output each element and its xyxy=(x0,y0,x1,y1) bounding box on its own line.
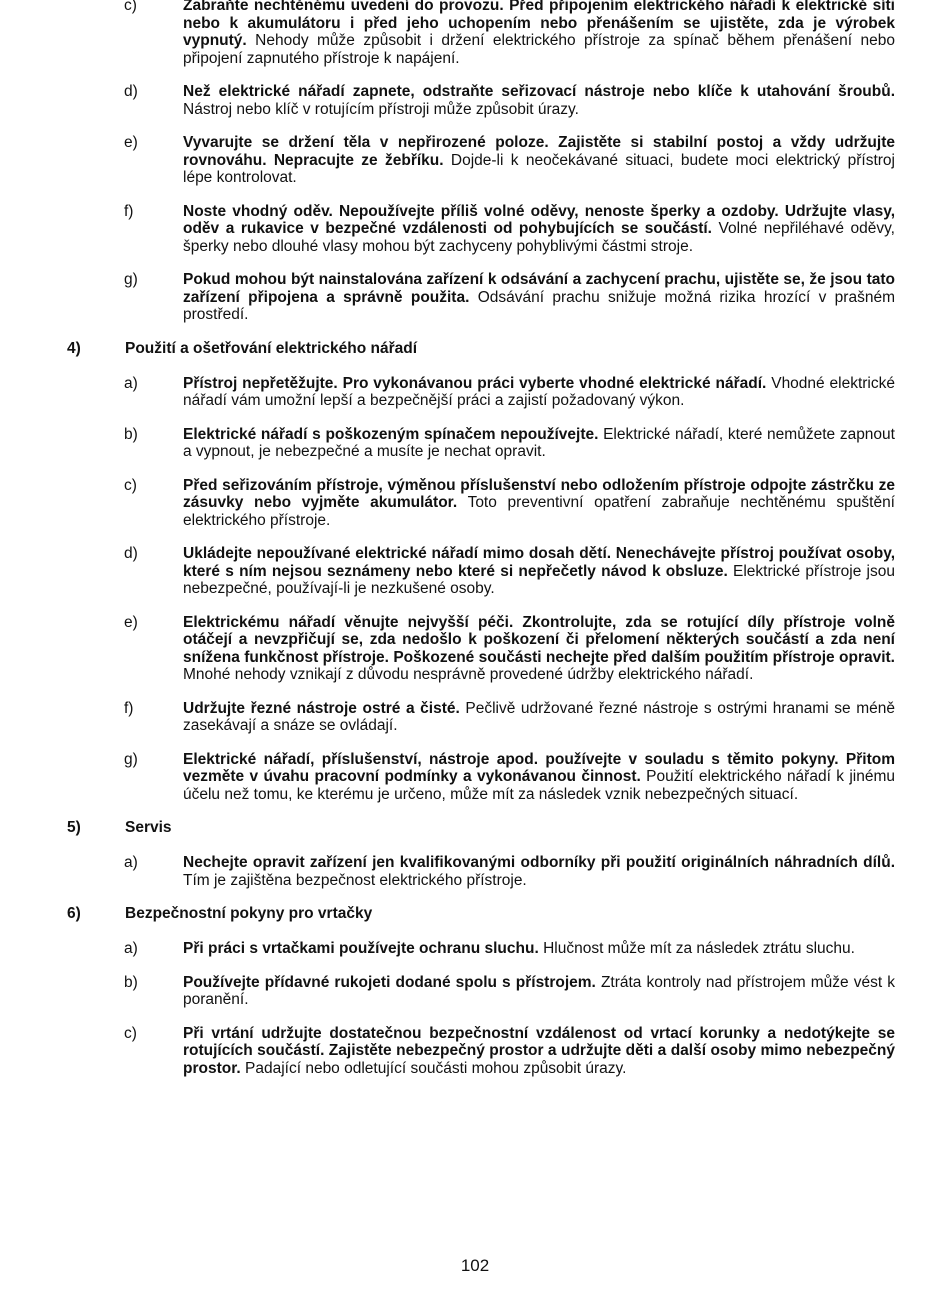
item-bold-text: Zabraňte nechtěnému uvedení do provozu. Před připojením elektrického nářadí k elektrické síti nebo k akumulátoru i před jeho uchopením nebo přenášením se ujistěte, zda je výrobek vypnutý. xyxy=(183,0,895,49)
item-label: d) xyxy=(124,545,138,562)
list-item xyxy=(0,940,950,958)
list-item xyxy=(0,0,950,67)
item-normal-text: Pečlivě udržované řezné nástroje s ostrými hranami se méně zasekávají a snáze se ovládají. xyxy=(183,699,896,734)
item-text xyxy=(183,940,895,958)
list-item xyxy=(0,1025,950,1078)
list-item xyxy=(0,203,950,256)
page-number: 102 xyxy=(460,1256,490,1275)
item-bold-text: Elektrickému nářadí věnujte nejvyšší péči. Zkontrolujte, zda se rotující díly přístroje volně otáčejí a nevzpřičují se, zda nedošlo k poškození či přelomení některých součástí a zda není snížena funkčnost přístroje. Poškozené součásti nechejte před dalším použitím přístroje opravit. xyxy=(183,613,895,666)
list-item xyxy=(0,854,950,889)
item-text xyxy=(183,974,895,1009)
item-normal-text: Toto preventivní opatření zabraňuje nechtěnému spuštění elektrického přístroje. xyxy=(183,494,895,529)
section-title: Použití a ošetřování elektrického nářadí xyxy=(125,339,418,357)
item-label: g) xyxy=(124,750,138,768)
item-normal-text: Elektrické nářadí, které nemůžete zapnout a vypnout, je nebezpečné a musíte je nechat opravit. xyxy=(183,425,895,460)
section-title: Bezpečnostní pokyny pro vrtačky xyxy=(125,905,373,922)
item-bold-text: Elektrické nářadí, příslušenství, nástroje apod. používejte v souladu s těmito pokyny. Přitom vezměte v úvahu pracovní podmínky a vykonávanou činnost. xyxy=(183,750,895,785)
item-text xyxy=(183,477,895,530)
item-text xyxy=(183,700,895,735)
list-item xyxy=(0,134,950,187)
item-label: a) xyxy=(124,854,138,871)
item-normal-text: Elektrické přístroje jsou nebezpečné, používají-li je nezkušené osoby. xyxy=(183,562,895,597)
item-label: a) xyxy=(124,374,138,392)
item-bold-text: Elektrické nářadí s poškozeným spínačem nepoužívejte. xyxy=(183,425,599,443)
item-label: c) xyxy=(124,1024,137,1042)
list-item xyxy=(0,83,950,118)
item-bold-text: Při vrtání udržujte dostatečnou bezpečnostní vzdálenost od vrtací korunky a nedotýkejte se rotujících součástí. Zajistěte nebezpečný prostor a udržujte děti a další osoby mimo nebezpečný prostor. xyxy=(183,1024,895,1077)
item-bold-text: Ukládejte nepoužívané elektrické nářadí mimo dosah dětí. Nenechávejte přístroj používat osoby, které s ním nejsou seznámeny nebo které si nepřečetly návod k obsluze. xyxy=(183,545,895,580)
item-label: c) xyxy=(124,0,137,14)
item-normal-text: Nástroj nebo klíč v rotujícím přístroji může způsobit úrazy. xyxy=(183,100,579,118)
item-bold-text: Používejte přídavné rukojeti dodané spolu s přístrojem. xyxy=(183,973,596,991)
item-normal-text: Tím je zajištěna bezpečnost elektrického přístroje. xyxy=(183,871,527,889)
item-text xyxy=(183,426,895,461)
item-bold-text: Noste vhodný oděv. Nepoužívejte příliš volné oděvy, nenoste šperky a ozdoby. Udržujte vlasy, oděv a rukavice v bezpečné vzdálenosti od pohybujících se součástí. xyxy=(183,202,895,237)
item-label: d) xyxy=(124,83,138,100)
item-text xyxy=(183,751,895,804)
section-title: Servis xyxy=(125,819,172,836)
item-bold-text: Při práci s vrtačkami používejte ochranu sluchu. xyxy=(183,940,539,957)
list-item xyxy=(0,271,950,324)
item-text xyxy=(183,83,895,118)
item-normal-text: Dojde-li k neočekávané situaci, budete moci elektrický přístroj lépe kontrolovat. xyxy=(183,151,895,186)
item-normal-text: Padající nebo odletující součásti mohou způsobit úrazy. xyxy=(240,1059,627,1077)
list-item xyxy=(0,751,950,804)
section-number: 6) xyxy=(67,905,81,922)
section-number: 4) xyxy=(67,339,81,357)
section-heading xyxy=(0,819,950,837)
item-bold-text: Pokud mohou být nainstalována zařízení k odsávání a zachycení prachu, ujistěte se, že jsou tato zařízení připojena a správně použita. xyxy=(183,271,895,306)
list-item xyxy=(0,375,950,410)
section-heading xyxy=(0,340,950,358)
item-text xyxy=(183,203,895,256)
item-normal-text: Použití elektrického nářadí k jinému účelu než tomu, ke kterému je určeno, může mít za následek vznik nebezpečných situací. xyxy=(183,768,895,803)
list-item xyxy=(0,545,950,598)
item-label: b) xyxy=(124,425,138,443)
item-text xyxy=(183,854,895,889)
list-item xyxy=(0,700,950,735)
section-heading xyxy=(0,905,950,923)
item-normal-text: Ztráta kontroly nad přístrojem může vést k poranění. xyxy=(183,973,895,1008)
item-normal-text: Nehody může způsobit i držení elektrického přístroje za spínač během přenášení nebo připojení zapnutého přístroje k napájení. xyxy=(183,32,895,67)
item-text xyxy=(183,134,895,187)
item-text xyxy=(183,375,895,410)
item-label: f) xyxy=(124,202,134,220)
item-normal-text: Volné nepřiléhavé oděvy, šperky nebo dlouhé vlasy mohou být zachyceny pohyblivými částmi stroje. xyxy=(183,220,895,255)
item-text xyxy=(183,271,895,324)
item-label: e) xyxy=(124,134,138,151)
list-item xyxy=(0,426,950,461)
list-item xyxy=(0,974,950,1009)
item-normal-text: Hlučnost může mít za následek ztrátu sluchu. xyxy=(538,940,855,957)
item-text xyxy=(183,0,895,67)
item-bold-text: Přístroj nepřetěžujte. Pro vykonávanou práci vyberte vhodné elektrické nářadí. xyxy=(183,374,767,392)
item-label: e) xyxy=(124,613,138,631)
item-text xyxy=(183,1025,895,1078)
item-normal-text: Mnohé nehody vznikají z důvodu nesprávně provedené údržby elektrického nářadí. xyxy=(183,666,754,683)
item-bold-text: Před seřizováním přístroje, výměnou příslušenství nebo odložením přístroje odpojte zástrčku ze zásuvky nebo vyjměte akumulátor. xyxy=(183,476,895,511)
item-text xyxy=(183,545,895,598)
item-normal-text: Odsávání prachu snižuje možná rizika hrozící v prašném prostředí. xyxy=(183,288,895,323)
item-label: a) xyxy=(124,940,138,957)
item-normal-text: Vhodné elektrické nářadí vám umožní lepší a bezpečnější práci a zajistí požadovaný výkon. xyxy=(183,374,895,409)
item-label: f) xyxy=(124,699,134,717)
item-label: c) xyxy=(124,476,137,494)
item-label: b) xyxy=(124,973,138,991)
item-bold-text: Nechejte opravit zařízení jen kvalifikovanými odborníky při použití originálních náhradních dílů. xyxy=(183,854,895,871)
list-item xyxy=(0,477,950,530)
item-bold-text: Vyvarujte se držení těla v nepřirozené poloze. Zajistěte si stabilní postoj a vždy udržujte rovnováhu. Nepracujte ze žebříku. xyxy=(183,134,895,169)
list-item xyxy=(0,614,950,684)
item-bold-text: Než elektrické nářadí zapnete, odstraňte seřizovací nástroje nebo klíče k utahování šroubů. xyxy=(183,83,895,100)
item-text xyxy=(183,614,895,684)
item-label: g) xyxy=(124,271,138,288)
item-bold-text: Udržujte řezné nástroje ostré a čisté. xyxy=(183,699,460,717)
section-number: 5) xyxy=(67,819,81,836)
